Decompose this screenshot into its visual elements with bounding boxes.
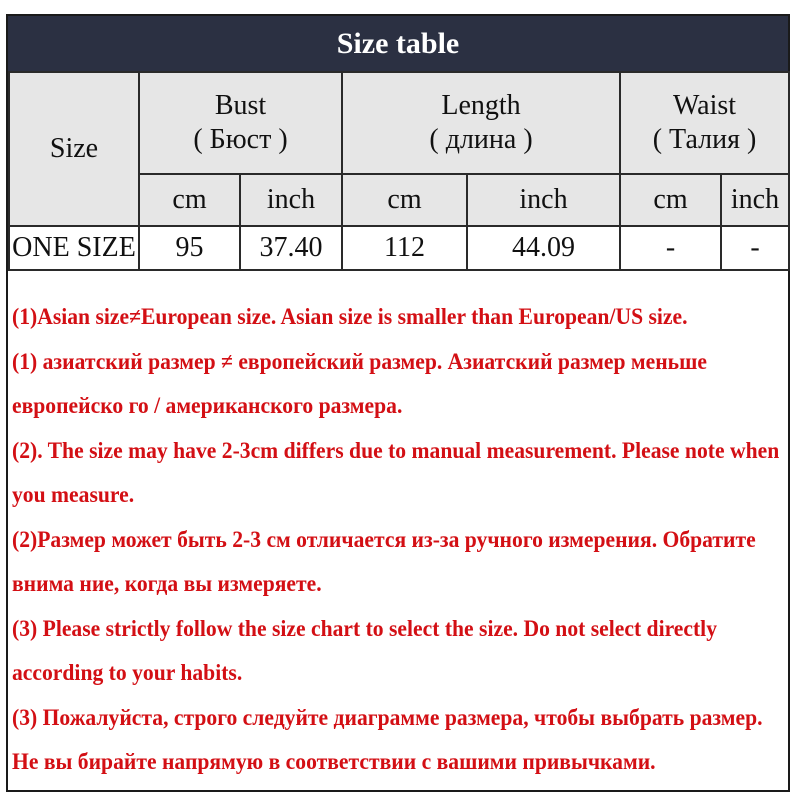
size-notes: [12, 295, 780, 785]
waist-inch-unit: inch: [721, 174, 789, 226]
bust-translation: ( Бюст ): [193, 124, 288, 155]
note-1-ru: (1) азиатский размер ≠ европейский размер. Азиатский размер меньше европейско го / американского размера.: [12, 348, 707, 419]
bust-cm-unit: cm: [139, 174, 240, 226]
waist-cm-unit: cm: [620, 174, 721, 226]
note-3-ru: (3) Пожалуйста, строго следуйте диаграмме размера, чтобы выбрать размер. Не вы бирайте напрямую в соответствии с вашими привычками.: [12, 704, 763, 775]
table-row: [9, 226, 789, 270]
bust-cm-value: 95: [139, 226, 240, 270]
waist-label: Waist: [672, 90, 737, 122]
length-header: [342, 72, 620, 174]
size-table: [8, 71, 790, 271]
note-2-ru: (2)Размер может быть 2-3 см отличается из-за ручного измерения. Обратите внима ние, когда вы измеряете.: [12, 526, 756, 597]
length-translation: ( длина ): [429, 124, 533, 155]
waist-inch-value: -: [721, 226, 789, 270]
note-2-en: (2). The size may have 2-3cm differs due to manual measurement. Please note when you measure.: [12, 437, 780, 508]
note-3-en: (3) Please strictly follow the size chart to select the size. Do not select directly according to your habits.: [12, 615, 718, 686]
length-label: Length: [441, 90, 521, 122]
length-cm-value: 112: [342, 226, 467, 270]
size-chart: [6, 14, 790, 792]
note-1-en: (1)Asian size≠European size. Asian size is smaller than European/US size.: [12, 304, 688, 330]
bust-header: [139, 72, 342, 174]
waist-translation: ( Талия ): [652, 124, 757, 155]
bust-inch-value: 37.40: [240, 226, 342, 270]
size-value: ONE SIZE: [9, 226, 139, 270]
bust-inch-unit: inch: [240, 174, 342, 226]
length-inch-unit: inch: [467, 174, 620, 226]
size-column-header: Size: [9, 72, 139, 226]
bust-label: Bust: [214, 90, 267, 122]
waist-header: [620, 72, 789, 174]
table-title: Size table: [8, 16, 788, 71]
waist-cm-value: -: [620, 226, 721, 270]
length-inch-value: 44.09: [467, 226, 620, 270]
length-cm-unit: cm: [342, 174, 467, 226]
